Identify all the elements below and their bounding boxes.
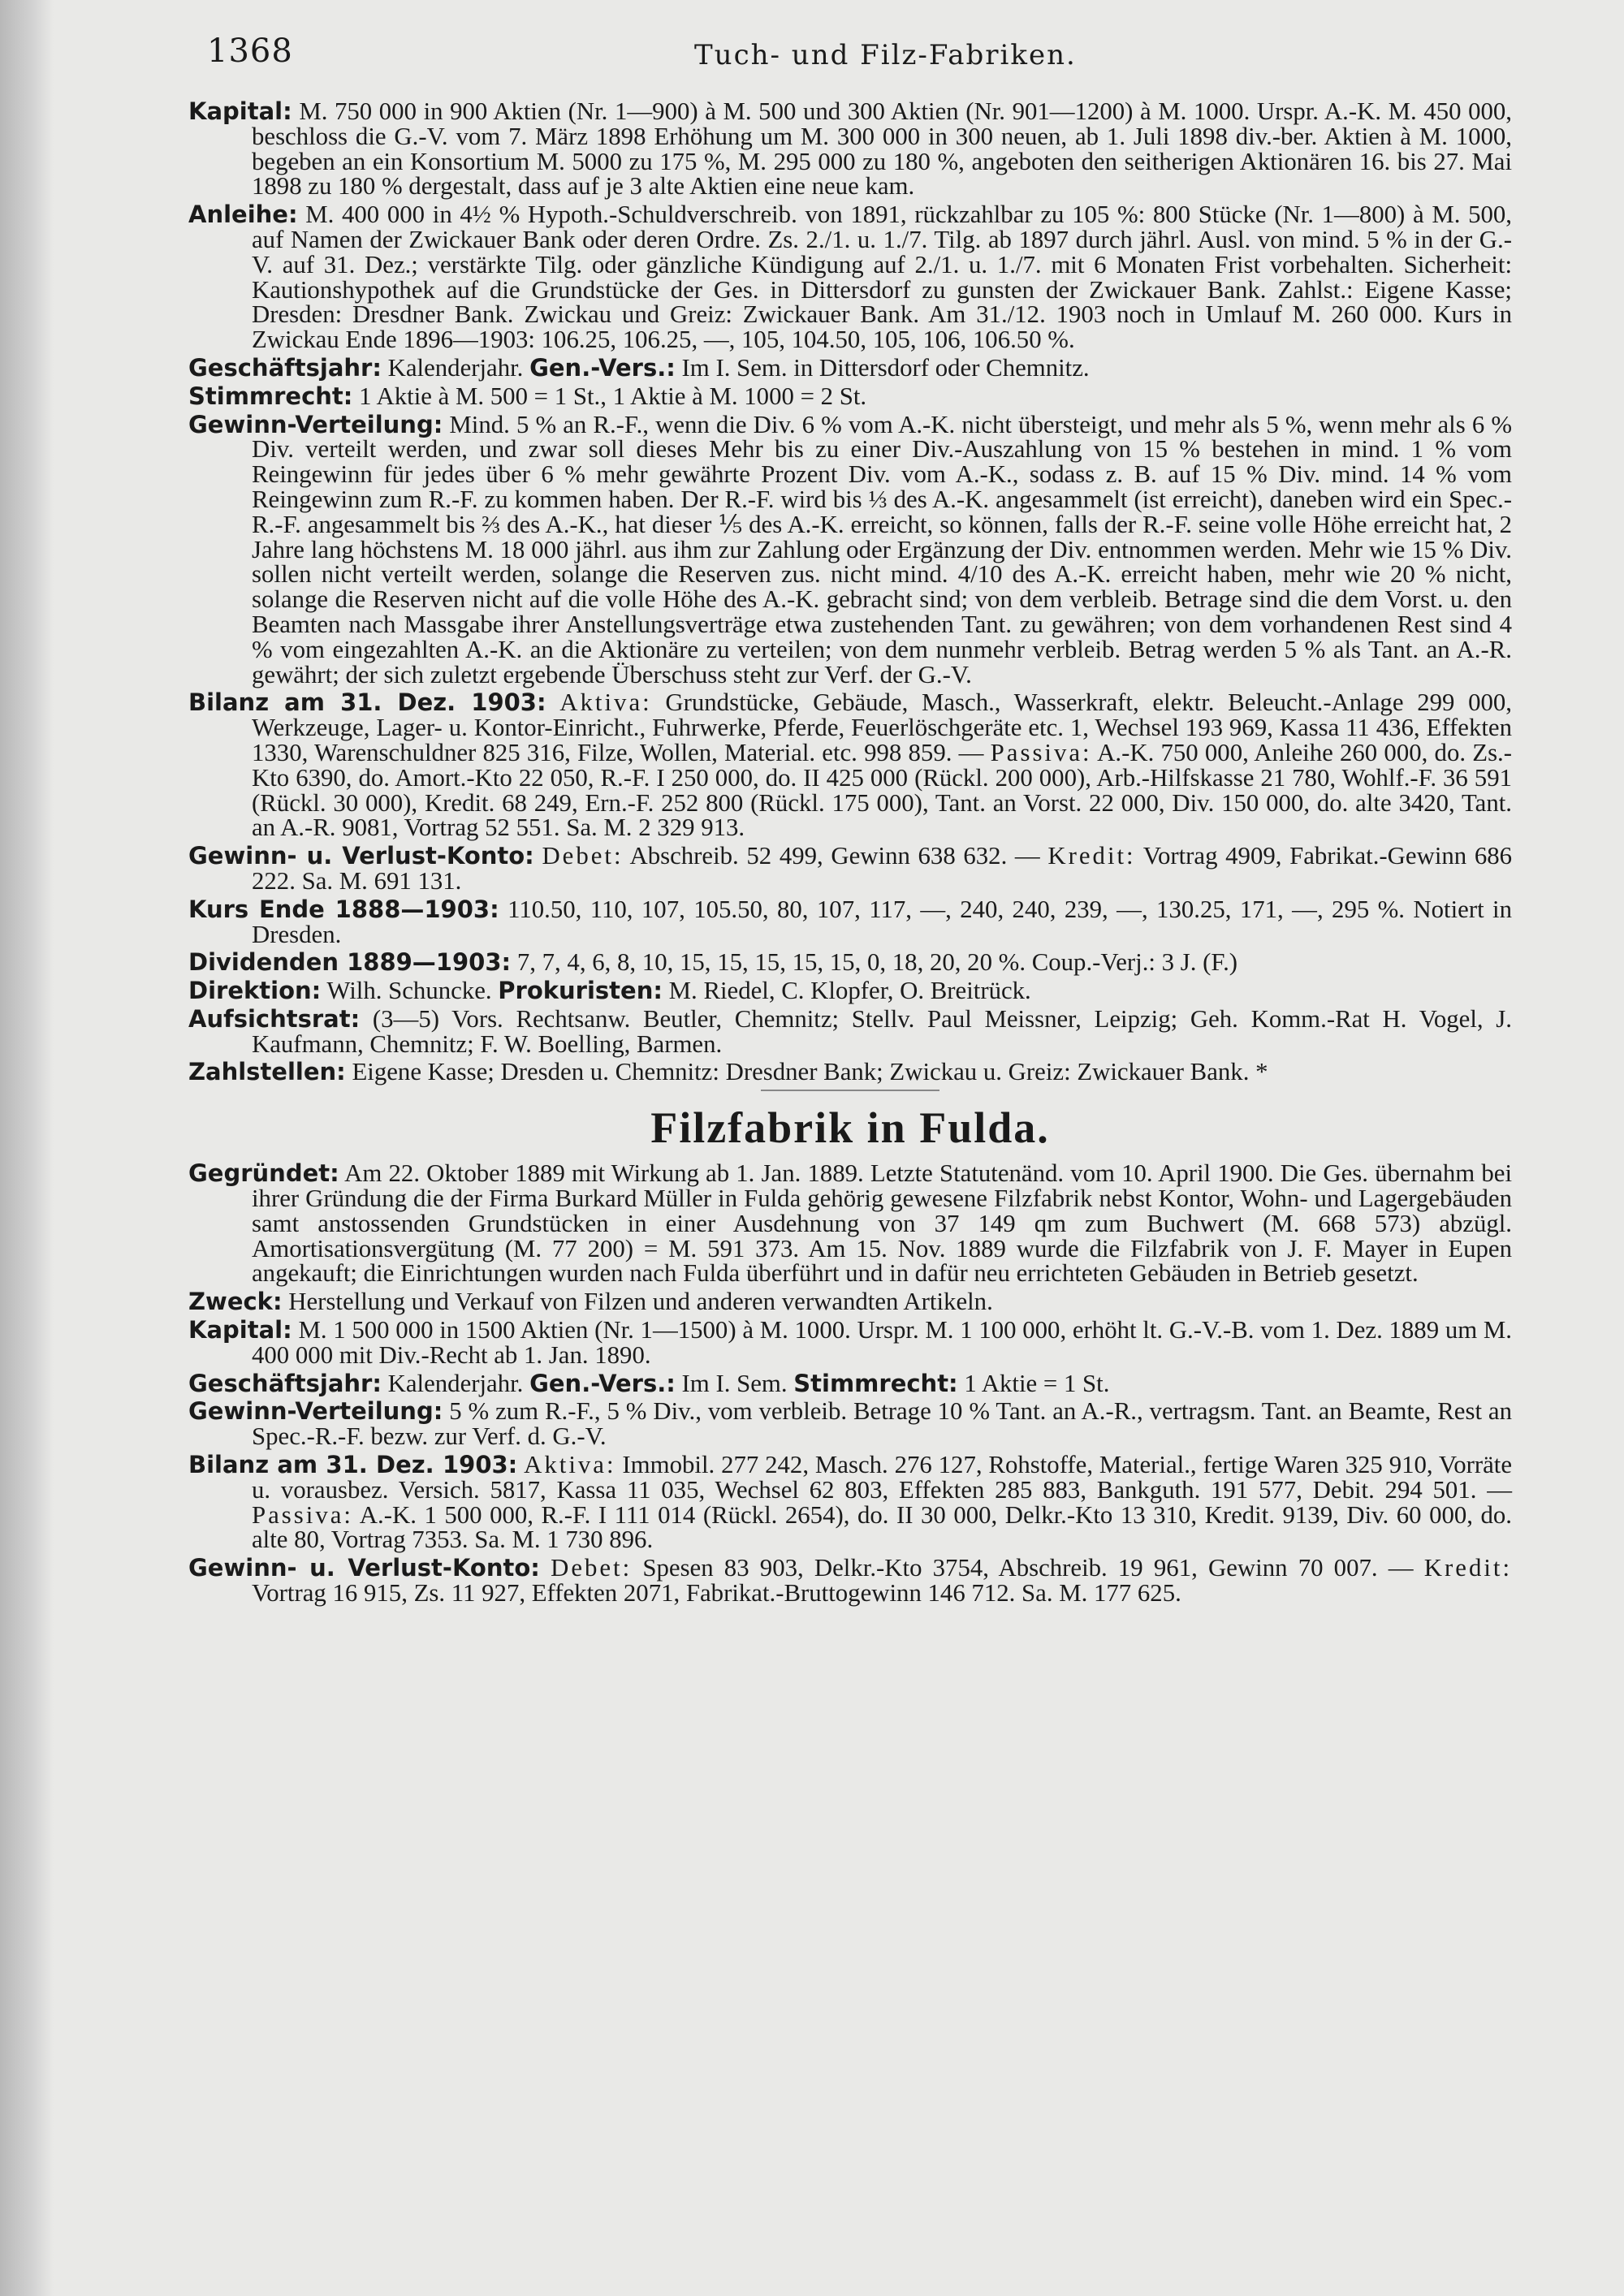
entry-text: M. 400 000 in 4½ % Hypoth.-Schuldverschreib. von 1891, rückzahlbar zu 105 %: 800 Stücke (Nr. 1—800) à M. 500, auf Namen der Zwickauer Bank oder deren Ordre. Zs. 2./1. u. 1./7. Tilg. ab 1897 durch jährl. Ausl. von mind. 5 % in der G.-V. auf 31. Dez.; verstärkte Tilg. oder gänzliche Kündigung auf 2./1. u. 1./7. mit 6 Monaten Frist vorbehalten. Sicherheit: Kautionshypothek auf die Grundstücke der Ges. in Dittersdorf zu gunsten der Zwickauer Bank. Zahlst.: Eigene Kasse; Dresden: Dresdner Bank. Zwickau und Greiz: Zwickauer Bank. Am 31./12. 1903 noch in Umlauf M. 260 000. Kurs in Zwickau Ende 1896—1903: 106.25, 106.25, —, 105, 104.50, 105, 106, 106.50 %. xyxy=(252,201,1512,354)
entry-label: Zahlstellen: xyxy=(188,1058,346,1086)
entry-text: 110.50, 110, 107, 105.50, 80, 107, 117, —, 240, 240, 239, —, 130.25, 171, —, 295 %. Notiert in Dresden. xyxy=(252,895,1512,948)
entry-text: A.-K. 750 000, Anleihe 260 000, do. Zs.-Kto 6390, do. Amort.-Kto 22 050, R.-F. I 250 000, do. II 425 000 (Rückl. 200 000), Arb.-Hilfskasse 21 780, Wohlf.-F. 36 591 (Rückl. 30 000), Kredit. 68 249, Ern.-F. 252 800 (Rückl. 175 000), Tant. an Vorst. 22 000, Div. 150 000, do. alte 3420, Tant. an A.-R. 9081, Vortrag 52 551. Sa. M. 2 329 913. xyxy=(252,738,1513,842)
entry-sublabel: Aktiva: xyxy=(524,1451,616,1479)
entry-text: Herstellung und Verkauf von Filzen und anderen verwandten Artikeln. xyxy=(282,1288,993,1316)
entry-text: M. Riedel, C. Klopfer, O. Breitrück. xyxy=(662,977,1031,1005)
entry-label: Kurs Ende 1888—1903: xyxy=(188,895,499,923)
entry-label: Geschäftsjahr: xyxy=(188,353,382,382)
entry-text: Eigene Kasse; Dresden u. Chemnitz: Dresdner Bank; Zwickau u. Greiz: Zwickauer Bank. * xyxy=(345,1058,1268,1086)
entry-gewinn-verlust-fulda xyxy=(188,1556,1512,1606)
entry-text: 1 Aktie = 1 St. xyxy=(957,1369,1110,1397)
entry-sublabel: Passiva: xyxy=(252,1500,353,1529)
entry-label: Prokuristen: xyxy=(498,977,663,1005)
entry-sublabel: Kredit: xyxy=(1047,842,1136,870)
entry-text: 5 % zum R.-F., 5 % Div., vom verbleib. Betrage 10 % Tant. an A.-R., vertragsm. Tant. an Beamte, Rest an Spec.-R.-F. bezw. zur Verf. d. G.-V. xyxy=(252,1397,1512,1451)
entry-stimmrecht xyxy=(188,384,1512,409)
entry-text: M. 1 500 000 in 1500 Aktien (Nr. 1—1500) à M. 1000. Urspr. M. 1 100 000, erhöht lt. G.-V.-B. vom 1. Dez. 1889 um M. 400 000 mit Div.-Recht ab 1. Jan. 1890. xyxy=(252,1316,1512,1369)
entry-label: Stimmrecht: xyxy=(188,382,353,410)
running-head: Tuch- und Filz-Fabriken. xyxy=(694,39,1077,71)
entry-dividenden xyxy=(188,950,1512,975)
entry-label: Direktion: xyxy=(188,977,322,1005)
entry-label: Gewinn- u. Verlust-Konto: xyxy=(188,842,534,870)
entry-sublabel: Debet: xyxy=(551,1554,633,1582)
entry-text: Vortrag 4909, Fabrikat.-Gewinn 686 222. Sa. M. 691 131. xyxy=(252,842,1513,895)
entry-label: Gewinn-Verteilung: xyxy=(188,1397,443,1426)
entry-label: Gewinn-Verteilung: xyxy=(188,410,443,438)
entry-text: Immobil. 277 242, Masch. 276 127, Rohstoffe, Material., fertige Waren 325 910, Vorräte u. vorausbez. Versich. 5817, Kassa 11 035, Wechsel 62 803, Effekten 285 883, Bankguth. 191 577, Debit. 294 501. — xyxy=(252,1451,1512,1504)
entry-text: Im I. Sem. xyxy=(675,1369,794,1397)
entry-kurs xyxy=(188,897,1512,947)
entry-label: Gen.-Vers.: xyxy=(529,353,676,382)
entry-zahlstellen xyxy=(188,1060,1512,1085)
entry-label: Aufsichtsrat: xyxy=(188,1004,361,1033)
entry-text: (3—5) Vors. Rechtsanw. Beutler, Chemnitz; Stellv. Paul Meissner, Leipzig; Geh. Komm.-Rat H. Vogel, J. Kaufmann, Chemnitz; F. W. Boelling, Barmen. xyxy=(252,1004,1512,1058)
entry-kapital-fulda xyxy=(188,1318,1512,1368)
entry-gewinn-verteilung-fulda xyxy=(188,1399,1512,1449)
entry-text: Abschreib. 52 499, Gewinn 638 632. — xyxy=(623,842,1048,870)
entry-label: Gegründet: xyxy=(188,1159,339,1188)
entry-text: Vortrag 16 915, Zs. 11 927, Effekten 2071, Fabrikat.-Bruttogewinn 146 712. Sa. M. 177 625. xyxy=(252,1579,1181,1608)
entry-text: Im I. Sem. in Dittersdorf oder Chemnitz. xyxy=(675,353,1090,382)
entry-text: Mind. 5 % an R.-F., wenn die Div. 6 % vom A.-K. nicht übersteigt, und mehr als 5 %, wenn mehr als 6 % Div. verteilt werden, und zwar soll dieses Mehr bis zu einer Div.-Auszahlung von 15 % bestehen in mind. 1 % vom Reingewinn für jedes über 6 % mehr gewährte Prozent Div. vom A.-K., sodass z. B. auf 15 % Div. mind. 14 % vom Reingewinn zum R.-F. zu kommen haben. Der R.-F. wird bis ⅓ des A.-K. angesammelt (ist erreicht), daneben wird ein Spec.-R.-F. angesammelt bis ⅔ des A.-K., hat dieser ⅕ des A.-K. erreicht, so können, falls der R.-F. seine volle Höhe erreicht hat, 2 Jahre lang höchstens M. 18 000 jährl. aus ihm zur Zahlung oder Ergänzung der Div. entnommen werden. Mehr wie 15 % Div. sollen nicht verteilt werden, solange die Reserven zus. nicht mind. 4/10 des A.-K. erreicht haben, mehr wie 20 % nicht, solange die Reserven nicht auf die volle Höhe des A.-K. gebracht sind; von dem verbleib. Betrage sind die dem Vorst. u. den Beamten nach Massgabe ihrer Anstellungsverträge etwa zustehenden Tant. zu gewähren; von dem vorhandenen Rest sind 4 % vom eingezahlten A.-K. an die Aktionäre zu verteilen; von dem nunmehr verbleib. Betrag werden 5 % als Tant. an A.-R. gewährt; der sich zuletzt ergebende Überschuss steht zur Verf. der G.-V. xyxy=(252,410,1512,688)
entry-label: Zweck: xyxy=(188,1288,283,1316)
entry-text: Wilh. Schuncke. xyxy=(321,977,499,1005)
entry-label: Kapital: xyxy=(188,1316,292,1344)
entry-label: Anleihe: xyxy=(188,201,298,229)
page-header xyxy=(207,32,1510,81)
entry-label: Gewinn- u. Verlust-Konto: xyxy=(188,1554,540,1582)
entry-label: Gen.-Vers.: xyxy=(529,1369,676,1397)
entry-gewinn-verlust xyxy=(188,844,1512,894)
entry-geschaeftsjahr xyxy=(188,353,1512,382)
entry-text: Am 22. Oktober 1889 mit Wirkung ab 1. Jan. 1889. Letzte Statutenänd. vom 10. April 1900. Die Ges. übernahm bei ihrer Gründung die der Firma Burkard Müller in Fulda gehörig gewesene Filzfabrik nebst Kontor, Wohn- und Lagergebäuden samt anstossenden Grundstücken in einer Ausdehnung von 37 149 qm zum Buchwert (M. 668 573) abzügl. Amortisationsvergütung (M. 77 200) = M. 591 373. Am 15. Nov. 1889 wurde die Filzfabrik von J. F. Mayer in Eupen angekauft; die Einrichtungen wurden nach Fulda überführt und in dafür neu errichteten Gebäuden in Betrieb gesetzt. xyxy=(252,1159,1512,1288)
entry-label: Kapital: xyxy=(188,97,292,125)
entry-gegruendet xyxy=(188,1161,1512,1286)
entry-anleihe xyxy=(188,202,1512,352)
entry-text: Kalenderjahr. xyxy=(381,353,530,382)
entry-text: M. 750 000 in 900 Aktien (Nr. 1—900) à M. 500 und 300 Aktien (Nr. 901—1200) à M. 1000. Urspr. A.-K. M. 450 000, beschloss die G.-V. vom 7. März 1898 Erhöhung um M. 300 000 in 300 neuen, ab 1. Juli 1898 div.-ber. Aktien à M. 1000, begeben an ein Konsortium M. 5000 zu 175 %, M. 295 000 zu 180 %, angeboten den seitherigen Aktionären 16. bis 27. Mai 1898 zu 180 % dergestalt, dass auf je 3 alte Aktien eine neue kam. xyxy=(252,97,1512,201)
entry-zweck xyxy=(188,1289,1512,1314)
section-divider xyxy=(761,1090,939,1091)
entry-text: 1 Aktie à M. 500 = 1 St., 1 Aktie à M. 1000 = 2 St. xyxy=(352,382,867,410)
company-title: Filzfabrik in Fulda. xyxy=(650,1103,1050,1153)
entry-aufsichtsrat xyxy=(188,1004,1512,1058)
entry-label: Stimmrecht: xyxy=(793,1369,958,1397)
entry-bilanz xyxy=(188,690,1512,840)
binding-shadow xyxy=(0,0,54,2296)
entry-sublabel: Debet: xyxy=(542,842,624,870)
entry-kapital xyxy=(188,99,1512,199)
entry-text: 7, 7, 4, 6, 8, 10, 15, 15, 15, 15, 15, 0, 18, 20, 20 %. Coup.-Verj.: 3 J. (F.) xyxy=(511,948,1238,977)
entry-label: Geschäftsjahr: xyxy=(188,1369,382,1397)
page-number: 1368 xyxy=(207,32,293,70)
page-content xyxy=(188,99,1512,1609)
entry-bilanz-fulda xyxy=(188,1452,1512,1552)
entry-geschaeftsjahr-fulda xyxy=(188,1371,1512,1396)
entry-label: Bilanz am 31. Dez. 1903: xyxy=(188,1451,518,1479)
entry-direktion xyxy=(188,978,1512,1003)
entry-gewinn-verteilung xyxy=(188,412,1512,688)
entry-text: Spesen 83 903, Delkr.-Kto 3754, Abschreib. 19 961, Gewinn 70 007. — xyxy=(632,1554,1424,1582)
entry-sublabel: Kredit: xyxy=(1423,1554,1513,1582)
entry-text: Kalenderjahr. xyxy=(381,1369,530,1397)
entry-label: Dividenden 1889—1903: xyxy=(188,948,512,977)
entry-sublabel: Aktiva: xyxy=(559,688,652,717)
entry-text: Grundstücke, Gebäude, Masch., Wasserkraft, elektr. Beleucht.-Anlage 299 000, Werkzeuge, Lager- u. Kontor-Einricht., Fuhrwerke, Pferde, Feuerlöschgeräte etc. 1, Wechsel 193 969, Kassa 11 436, Effekten 1330, Warenschuldner 825 316, Filze, Wollen, Material. etc. 998 859. — xyxy=(252,688,1512,766)
entry-label: Bilanz am 31. Dez. 1903: xyxy=(188,688,546,717)
entry-text: A.-K. 1 500 000, R.-F. I 111 014 (Rückl. 2654), do. II 30 000, Delkr.-Kto 13 310, Kredit. 9139, Div. 60 000, do. alte 80, Vortrag 7353. Sa. M. 1 730 896. xyxy=(252,1500,1512,1554)
entry-sublabel: Passiva: xyxy=(990,738,1092,766)
